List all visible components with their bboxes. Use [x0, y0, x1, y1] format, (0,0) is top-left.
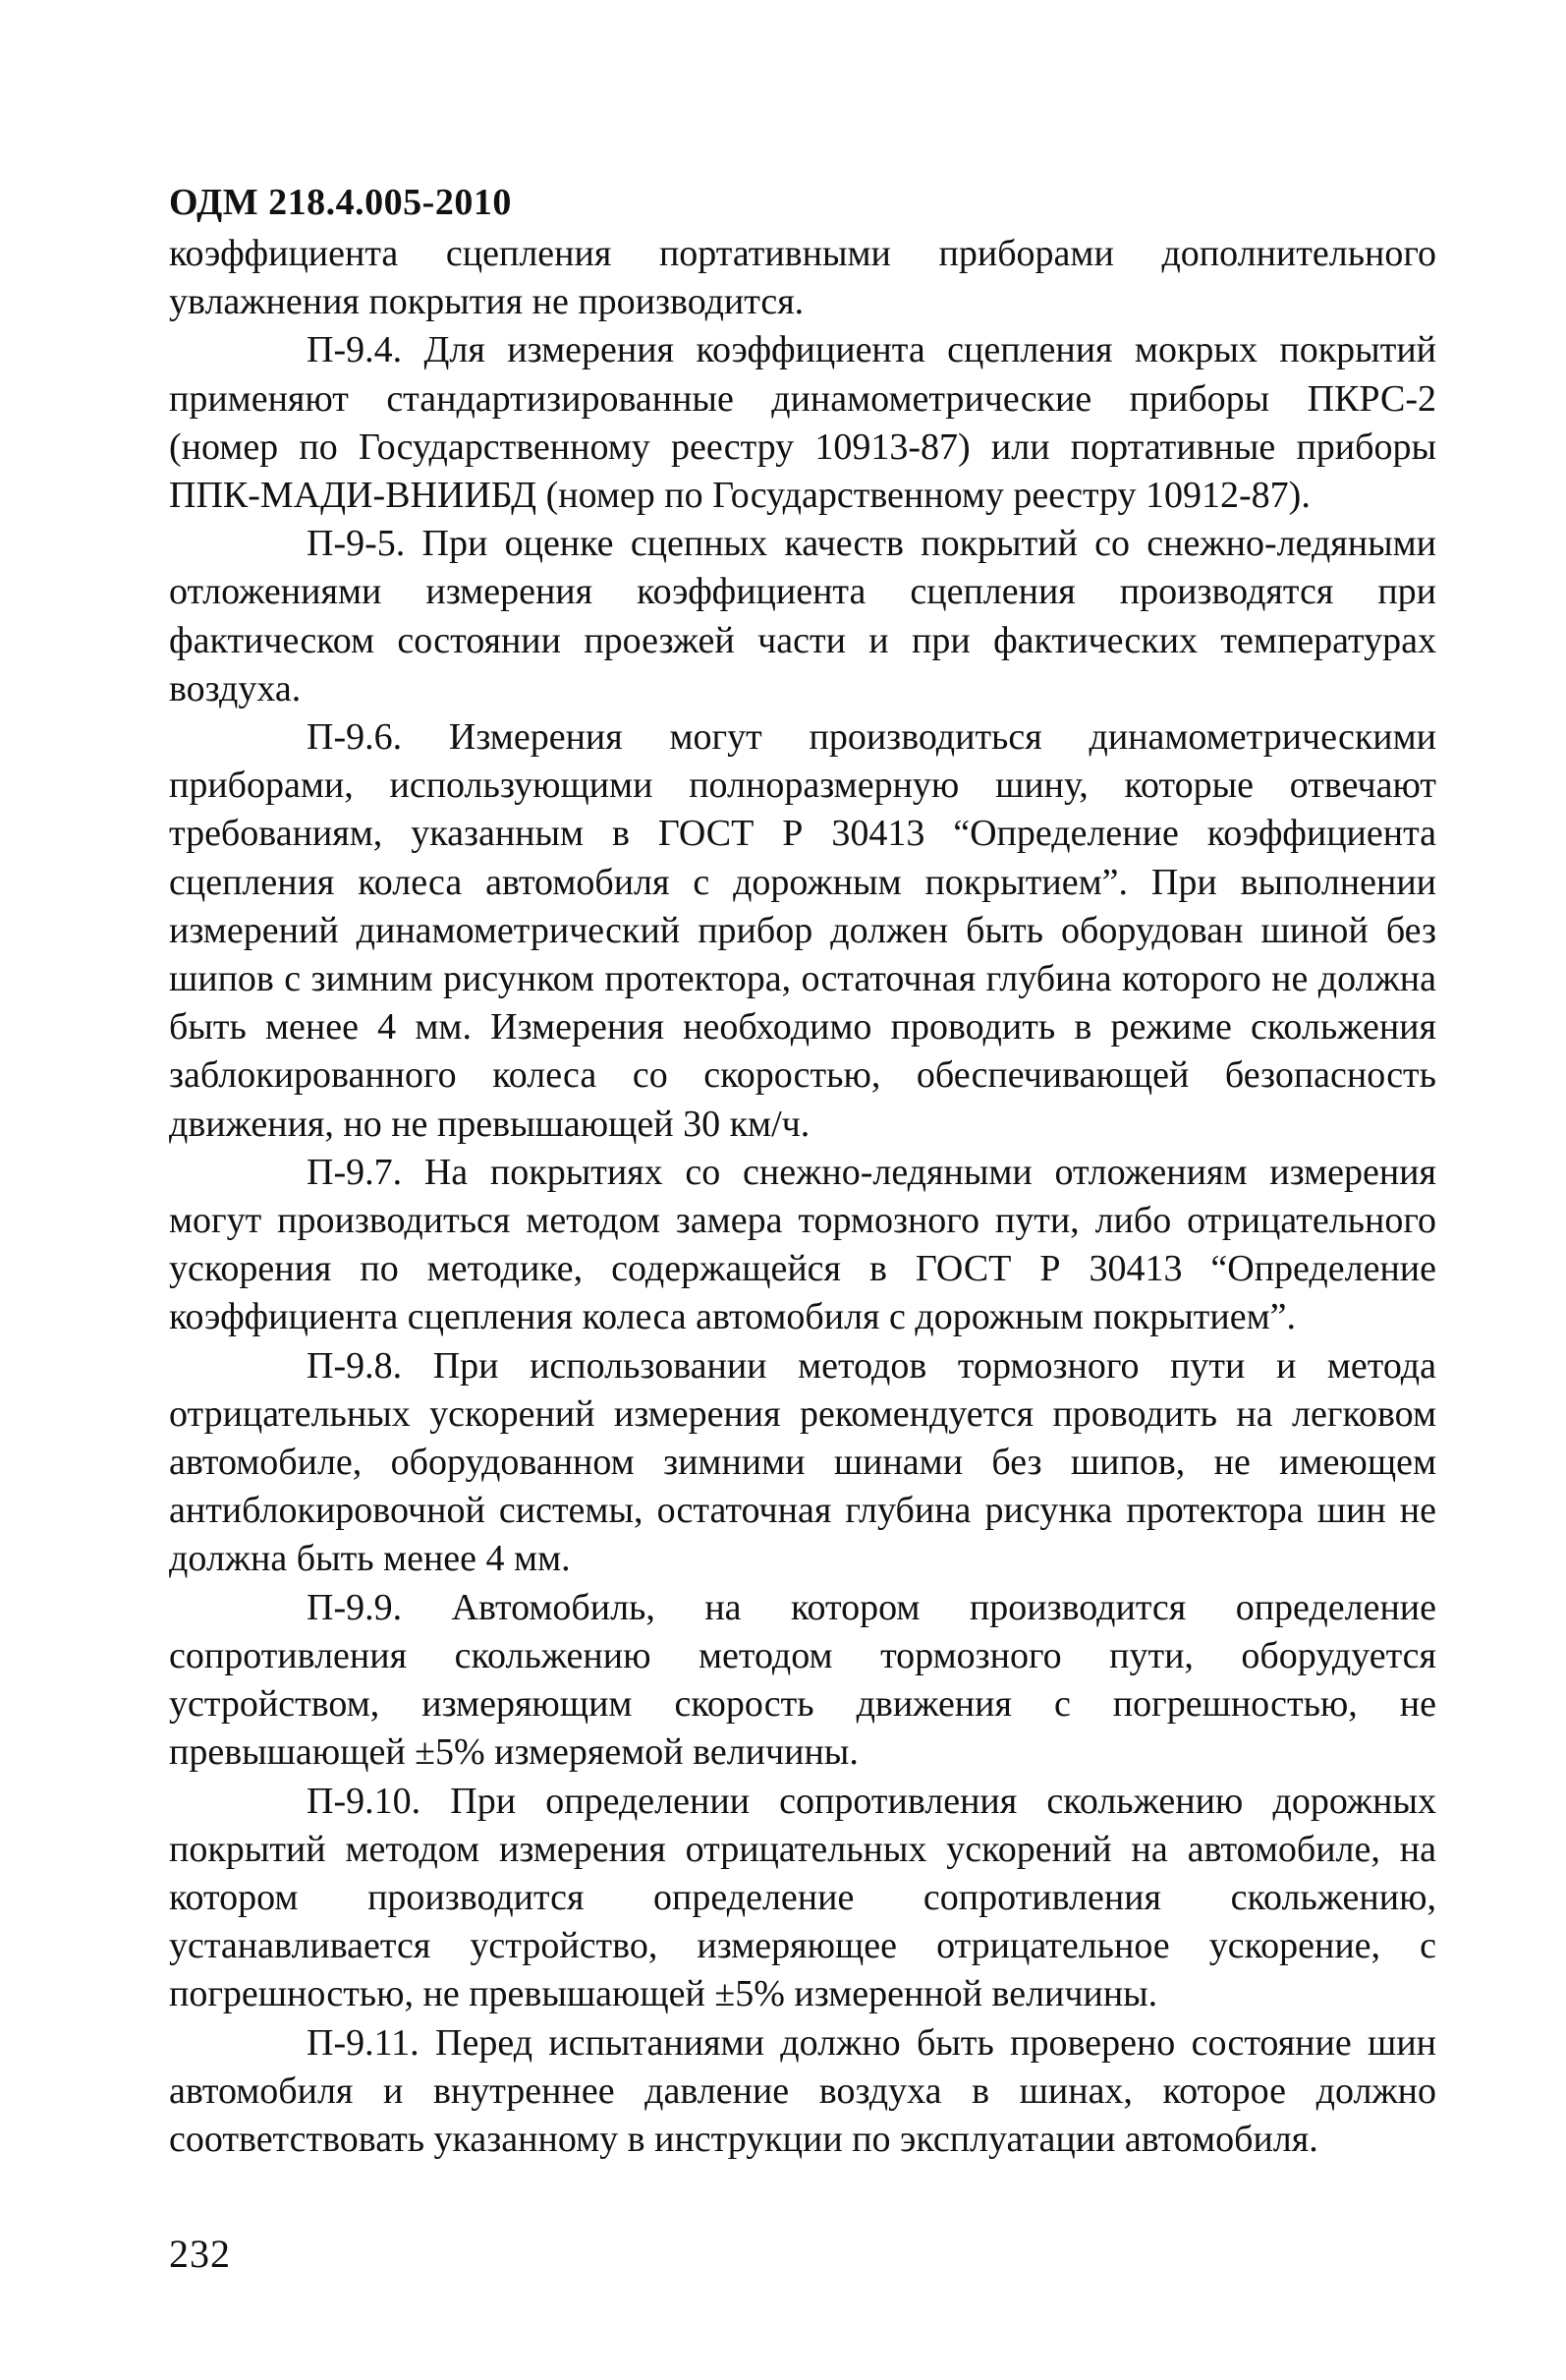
- paragraph-p-9-10: П-9.10. При определении сопротивления скольжению дорожных покрытий методом измерения отрицательных ускорений на автомобиле, на котором производится определение сопротивления скольжению, устанавливается устройство, измеряющее отрицательное ускорение, с погрешностью, не превышающей ±5% измеренной величины.: [169, 1780, 1436, 2015]
- paragraph-p-9-4: П-9.4. Для измерения коэффициента сцепления мокрых покрытий применяют стандартизированные динамометрические приборы ПКРС-2 (номер по Государственному реестру 10913-87) или портативные приборы ППК-МАДИ-ВНИИБД (номер по Государственному реестру 10912-87).: [169, 329, 1436, 517]
- document-code-header: ОДМ 218.4.005-2010: [169, 182, 512, 223]
- paragraph-p-9-7: П-9.7. На покрытиях со снежно-ледяными отложениям измерения могут производиться методом замера тормозного пути, либо отрицательного ускорения по методике, содержащейся в ГОСТ Р 30413 “Определение коэффициента сцепления колеса автомобиля с дорожным покрытием”.: [169, 1151, 1436, 1338]
- document-page: [169, 177, 1436, 2164]
- page-number: 232: [169, 2232, 231, 2276]
- paragraph-p-9-6: П-9.6. Измерения могут производиться динамометрическими приборами, использующими полноразмерную шину, которые отвечают требованиям, указанным в ГОСТ Р 30413 “Определение коэффициента сцепления колеса автомобиля с дорожным покрытием”. При выполнении измерений динамометрический прибор должен быть оборудован шиной без шипов с зимним рисунком протектора, остаточная глубина которого не должна быть менее 4 мм. Измерения необходимо проводить в режиме скольжения заблокированного колеса со скоростью, обеспечивающей безопасность движения, но не превышающей 30 км/ч.: [169, 716, 1436, 1145]
- paragraph-continuation: коэффициента сцепления портативными приборами дополнительного увлажнения покрытия не производится.: [169, 233, 1436, 323]
- paragraph-p-9-11: П-9.11. Перед испытаниями должно быть проверено состояние шин автомобиля и внутреннее давление воздуха в шинах, которое должно соответствовать указанному в инструкции по эксплуатации автомобиля.: [169, 2021, 1436, 2160]
- paragraph-p-9-5: П-9-5. При оценке сцепных качеств покрытий со снежно-ледяными отложениями измерения коэффициента сцепления производятся при фактическом состоянии проезжей части и при фактических температурах воздуха.: [169, 523, 1436, 709]
- paragraph-p-9-9: П-9.9. Автомобиль, на котором производится определение сопротивления скольжению методом тормозного пути, оборудуется устройством, измеряющим скорость движения с погрешностью, не превышающей ±5% измеряемой величины.: [169, 1586, 1436, 1774]
- paragraph-p-9-8: П-9.8. При использовании методов тормозного пути и метода отрицательных ускорений измерения рекомендуется проводить на легковом автомобиле, оборудованном зимними шинами без шипов, не имеющем антиблокировочной системы, остаточная глубина рисунка протектора шин не должна быть менее 4 мм.: [169, 1344, 1436, 1580]
- document-body: [169, 230, 1436, 2164]
